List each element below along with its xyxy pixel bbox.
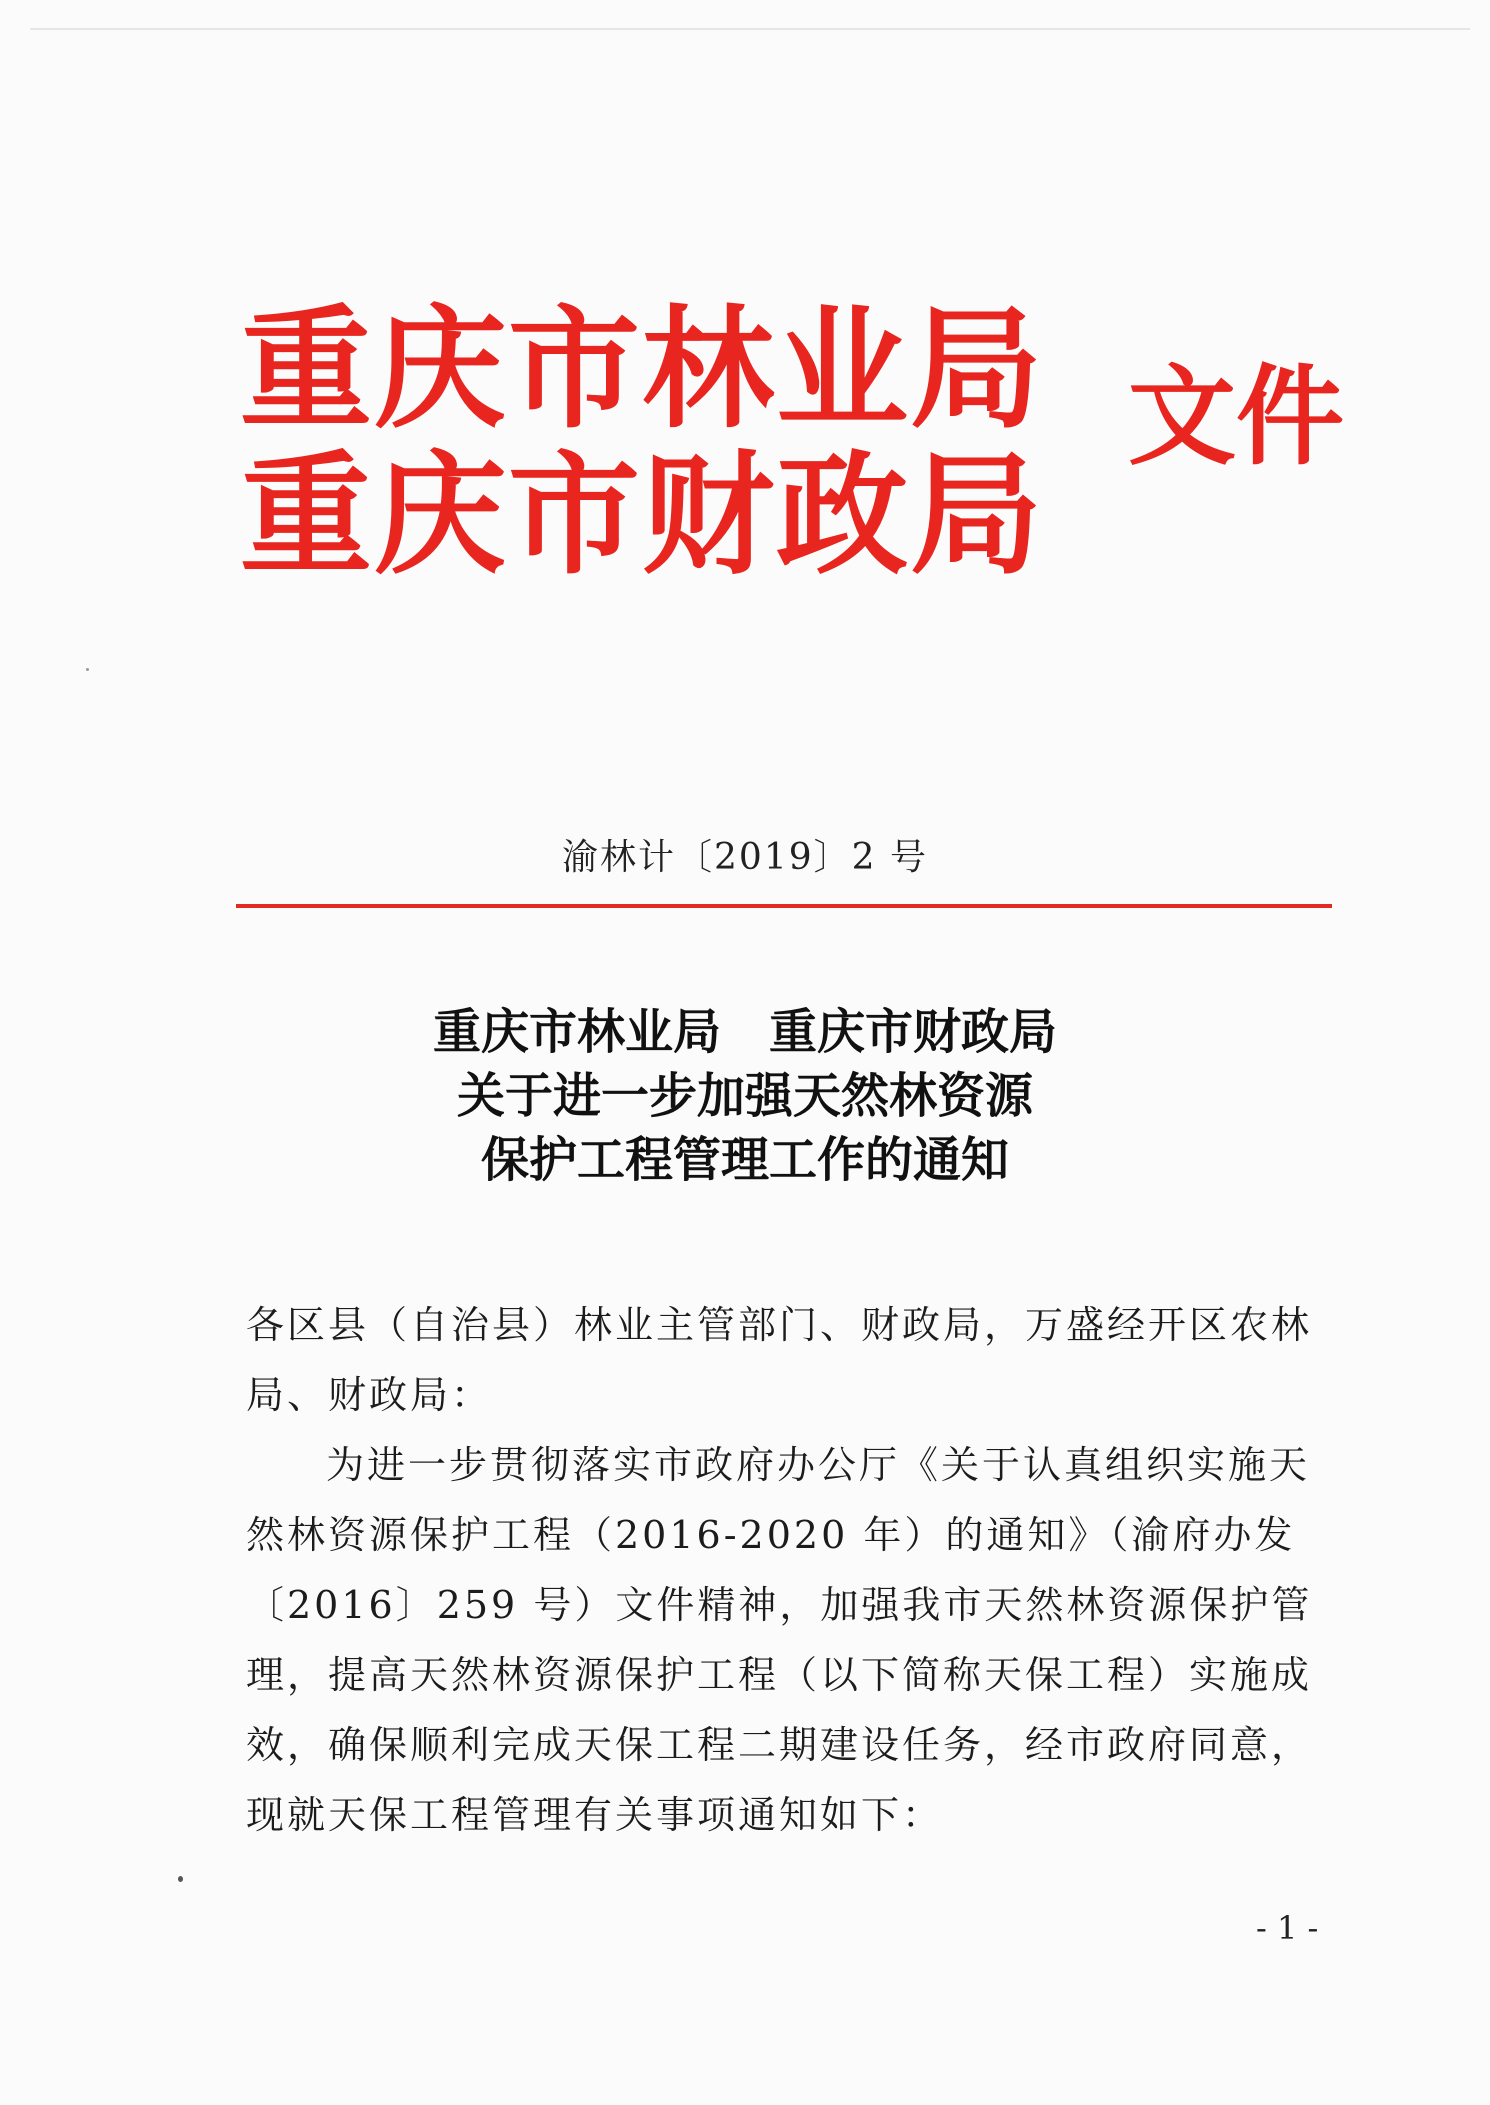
- issuer-name-forestry: 重庆市林业局: [240, 293, 1044, 447]
- title-line-3: 保护工程管理工作的通知: [480, 1132, 1009, 1188]
- addressee-line: 各区县（自治县）林业主管部门、财政局，万盛经开区农林局、财政局：: [246, 1303, 1313, 1417]
- scan-speck: [178, 1876, 183, 1882]
- issuer-header: [240, 293, 1360, 600]
- body-paragraph-1: 为进一步贯彻落实市政府办公厅《关于认真组织实施天然林资源保护工程（2016-2020 年）的通知》（渝府办发〔2016〕259 号）文件精神，加强我市天然林资源保护管理，提高天然林资源保护工程（以下简称天保工程）实施成效，确保顺利完成天保工程二期建设任务，经市政府同意，现就天保工程管理有关事项通知如下：: [246, 1443, 1313, 1837]
- issuer-name-finance: 重庆市财政局: [240, 439, 1044, 593]
- page-number: - 1 -: [1256, 1909, 1319, 1947]
- title-line-1: 重庆市林业局 重庆市财政局: [432, 1004, 1057, 1060]
- red-divider-line: [236, 904, 1332, 908]
- document-type-label: 文件: [1128, 355, 1345, 480]
- title-line-2: 关于进一步加强天然林资源: [456, 1068, 1033, 1124]
- document-number: 渝林计〔2019〕2 号: [562, 837, 928, 878]
- document-title: [0, 1000, 1490, 1192]
- scan-speck: [86, 668, 89, 671]
- document-body: [246, 1290, 1336, 1850]
- scan-edge: [30, 28, 1470, 30]
